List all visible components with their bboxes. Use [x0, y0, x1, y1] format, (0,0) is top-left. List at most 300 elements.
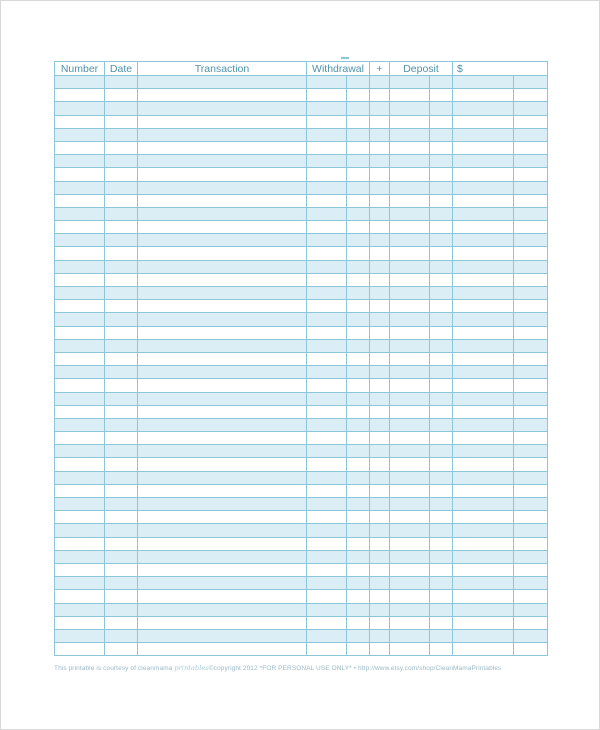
table-cell — [105, 221, 138, 234]
table-cell — [307, 155, 347, 168]
table-cell — [347, 643, 370, 656]
table-row — [55, 537, 548, 550]
table-cell — [55, 76, 105, 89]
table-cell — [390, 352, 430, 365]
header-mark — [341, 57, 349, 59]
table-cell — [307, 458, 347, 471]
table-cell — [307, 484, 347, 497]
table-cell — [105, 643, 138, 656]
table-cell — [370, 498, 390, 511]
footer-suffix: ©copyright 2012 *FOR PERSONAL USE ONLY* • http://www.etsy.com/shop/CleanMamaPrintables — [208, 665, 502, 672]
table-row — [55, 260, 548, 273]
table-cell — [370, 207, 390, 220]
table-row — [55, 590, 548, 603]
table-cell — [430, 141, 453, 154]
table-cell — [453, 616, 514, 629]
table-cell — [370, 366, 390, 379]
table-cell — [347, 405, 370, 418]
table-cell — [307, 445, 347, 458]
table-cell — [105, 537, 138, 550]
table-cell — [430, 616, 453, 629]
table-cell — [307, 577, 347, 590]
table-cell — [453, 524, 514, 537]
table-cell — [105, 616, 138, 629]
table-cell — [430, 128, 453, 141]
table-cell — [307, 366, 347, 379]
table-cell — [514, 76, 548, 89]
table-cell — [55, 287, 105, 300]
table-cell — [390, 590, 430, 603]
table-cell — [390, 563, 430, 576]
table-cell — [390, 247, 430, 260]
table-cell — [307, 511, 347, 524]
table-cell — [370, 577, 390, 590]
table-cell — [453, 563, 514, 576]
table-cell — [307, 234, 347, 247]
table-cell — [105, 128, 138, 141]
table-cell — [514, 392, 548, 405]
table-cell — [370, 418, 390, 431]
table-row — [55, 379, 548, 392]
table-cell — [55, 366, 105, 379]
table-cell — [105, 207, 138, 220]
table-cell — [307, 128, 347, 141]
table-row — [55, 76, 548, 89]
table-row — [55, 326, 548, 339]
table-cell — [370, 352, 390, 365]
table-cell — [390, 221, 430, 234]
table-cell — [390, 76, 430, 89]
table-cell — [347, 194, 370, 207]
table-cell — [55, 405, 105, 418]
table-cell — [347, 498, 370, 511]
table-cell — [307, 590, 347, 603]
table-cell — [105, 524, 138, 537]
table-cell — [390, 550, 430, 563]
table-cell — [370, 155, 390, 168]
table-row — [55, 155, 548, 168]
table-cell — [514, 102, 548, 115]
table-cell — [138, 141, 307, 154]
table-cell — [453, 247, 514, 260]
table-row — [55, 102, 548, 115]
table-cell — [307, 471, 347, 484]
table-cell — [390, 537, 430, 550]
table-cell — [105, 405, 138, 418]
table-cell — [390, 405, 430, 418]
table-cell — [105, 563, 138, 576]
table-cell — [55, 300, 105, 313]
table-cell — [453, 76, 514, 89]
table-cell — [453, 89, 514, 102]
table-cell — [514, 89, 548, 102]
table-cell — [453, 273, 514, 286]
table-cell — [55, 537, 105, 550]
table-cell — [514, 432, 548, 445]
table-cell — [347, 168, 370, 181]
table-cell — [105, 260, 138, 273]
table-cell — [105, 550, 138, 563]
table-cell — [307, 287, 347, 300]
table-cell — [55, 643, 105, 656]
table-cell — [453, 313, 514, 326]
table-row — [55, 287, 548, 300]
table-cell — [138, 498, 307, 511]
table-cell — [390, 629, 430, 642]
table-cell — [390, 339, 430, 352]
table-cell — [307, 168, 347, 181]
table-cell — [430, 326, 453, 339]
table-cell — [138, 102, 307, 115]
table-cell — [347, 247, 370, 260]
table-cell — [390, 458, 430, 471]
table-cell — [370, 300, 390, 313]
table-cell — [347, 458, 370, 471]
table-cell — [55, 524, 105, 537]
table-row — [55, 498, 548, 511]
table-cell — [514, 221, 548, 234]
table-cell — [514, 511, 548, 524]
table-cell — [138, 287, 307, 300]
table-cell — [347, 181, 370, 194]
table-cell — [390, 260, 430, 273]
table-cell — [138, 550, 307, 563]
table-cell — [514, 234, 548, 247]
table-cell — [55, 221, 105, 234]
header-plus: + — [370, 62, 390, 76]
table-cell — [453, 234, 514, 247]
table-cell — [347, 629, 370, 642]
table-cell — [307, 629, 347, 642]
table-cell — [453, 418, 514, 431]
table-cell — [55, 102, 105, 115]
table-cell — [390, 326, 430, 339]
table-row — [55, 234, 548, 247]
table-cell — [514, 616, 548, 629]
table-cell — [370, 181, 390, 194]
table-cell — [138, 603, 307, 616]
table-cell — [105, 115, 138, 128]
table-cell — [390, 313, 430, 326]
table-cell — [55, 392, 105, 405]
table-cell — [347, 313, 370, 326]
table-cell — [105, 366, 138, 379]
table-cell — [430, 247, 453, 260]
table-row — [55, 366, 548, 379]
table-cell — [453, 405, 514, 418]
table-cell — [430, 458, 453, 471]
table-cell — [347, 115, 370, 128]
table-cell — [347, 287, 370, 300]
table-cell — [347, 445, 370, 458]
table-cell — [138, 300, 307, 313]
table-cell — [514, 643, 548, 656]
table-cell — [307, 313, 347, 326]
table-cell — [453, 629, 514, 642]
table-cell — [138, 577, 307, 590]
table-cell — [370, 643, 390, 656]
table-cell — [347, 234, 370, 247]
table-cell — [347, 273, 370, 286]
table-cell — [430, 484, 453, 497]
table-cell — [138, 445, 307, 458]
table-cell — [55, 590, 105, 603]
table-row — [55, 352, 548, 365]
table-cell — [430, 498, 453, 511]
table-cell — [105, 194, 138, 207]
table-row — [55, 603, 548, 616]
table-cell — [514, 366, 548, 379]
table-cell — [138, 76, 307, 89]
table-cell — [138, 590, 307, 603]
table-cell — [514, 313, 548, 326]
table-cell — [55, 207, 105, 220]
table-cell — [514, 379, 548, 392]
table-cell — [430, 155, 453, 168]
table-cell — [55, 234, 105, 247]
table-cell — [138, 405, 307, 418]
table-cell — [307, 89, 347, 102]
table-cell — [138, 339, 307, 352]
table-cell — [55, 115, 105, 128]
table-cell — [105, 379, 138, 392]
table-row — [55, 445, 548, 458]
table-cell — [370, 102, 390, 115]
table-cell — [105, 352, 138, 365]
table-cell — [55, 616, 105, 629]
table-cell — [347, 511, 370, 524]
table-cell — [55, 445, 105, 458]
header-transaction: Transaction — [138, 62, 307, 76]
table-row — [55, 181, 548, 194]
table-cell — [390, 287, 430, 300]
table-cell — [430, 537, 453, 550]
table-cell — [430, 629, 453, 642]
table-cell — [105, 141, 138, 154]
table-cell — [514, 273, 548, 286]
table-cell — [514, 590, 548, 603]
table-cell — [138, 194, 307, 207]
table-cell — [514, 339, 548, 352]
table-cell — [55, 247, 105, 260]
table-cell — [370, 115, 390, 128]
table-cell — [453, 379, 514, 392]
table-cell — [307, 102, 347, 115]
table-cell — [390, 616, 430, 629]
table-cell — [105, 445, 138, 458]
table-cell — [307, 616, 347, 629]
table-row — [55, 313, 548, 326]
table-row — [55, 629, 548, 642]
table-cell — [453, 128, 514, 141]
table-cell — [138, 563, 307, 576]
table-cell — [307, 115, 347, 128]
table-cell — [138, 115, 307, 128]
table-cell — [430, 207, 453, 220]
table-cell — [105, 432, 138, 445]
table-cell — [430, 102, 453, 115]
table-cell — [347, 563, 370, 576]
table-cell — [138, 313, 307, 326]
table-cell — [390, 181, 430, 194]
table-cell — [430, 287, 453, 300]
table-cell — [347, 207, 370, 220]
footer-prefix: This printable is courtesy of cleanmama — [54, 665, 173, 672]
table-cell — [370, 313, 390, 326]
table-cell — [138, 379, 307, 392]
table-cell — [453, 603, 514, 616]
table-row — [55, 577, 548, 590]
table-cell — [514, 537, 548, 550]
table-cell — [514, 326, 548, 339]
table-cell — [138, 168, 307, 181]
table-cell — [347, 577, 370, 590]
table-cell — [430, 273, 453, 286]
table-cell — [138, 326, 307, 339]
table-cell — [514, 577, 548, 590]
table-cell — [370, 326, 390, 339]
table-cell — [430, 194, 453, 207]
table-cell — [453, 352, 514, 365]
table-cell — [307, 524, 347, 537]
table-cell — [55, 155, 105, 168]
table-cell — [430, 366, 453, 379]
header-number: Number — [55, 62, 105, 76]
header-withdrawal: Withdrawal — [307, 62, 370, 76]
table-cell — [138, 181, 307, 194]
table-row — [55, 458, 548, 471]
table-cell — [307, 141, 347, 154]
table-cell — [307, 563, 347, 576]
table-cell — [370, 524, 390, 537]
table-cell — [370, 76, 390, 89]
table-cell — [453, 537, 514, 550]
table-cell — [347, 418, 370, 431]
table-cell — [390, 366, 430, 379]
table-cell — [55, 458, 105, 471]
table-row — [55, 273, 548, 286]
table-row — [55, 471, 548, 484]
table-cell — [347, 141, 370, 154]
table-cell — [514, 484, 548, 497]
table-cell — [138, 273, 307, 286]
table-row — [55, 141, 548, 154]
table-cell — [390, 577, 430, 590]
table-cell — [105, 603, 138, 616]
table-cell — [55, 89, 105, 102]
table-cell — [105, 577, 138, 590]
table-row — [55, 418, 548, 431]
table-cell — [307, 418, 347, 431]
table-cell — [307, 300, 347, 313]
table-cell — [514, 141, 548, 154]
table-cell — [347, 379, 370, 392]
table-cell — [430, 352, 453, 365]
table-row — [55, 194, 548, 207]
table-cell — [307, 326, 347, 339]
table-cell — [390, 445, 430, 458]
table-cell — [453, 287, 514, 300]
table-cell — [514, 498, 548, 511]
table-cell — [390, 273, 430, 286]
table-cell — [138, 247, 307, 260]
table-cell — [390, 524, 430, 537]
table-cell — [105, 629, 138, 642]
table-cell — [138, 511, 307, 524]
table-row — [55, 168, 548, 181]
check-register-table — [54, 61, 548, 656]
table-cell — [307, 550, 347, 563]
table-cell — [55, 432, 105, 445]
table-cell — [55, 168, 105, 181]
table-row — [55, 128, 548, 141]
table-cell — [105, 234, 138, 247]
table-cell — [453, 577, 514, 590]
table-cell — [347, 392, 370, 405]
table-cell — [55, 379, 105, 392]
table-cell — [138, 616, 307, 629]
table-cell — [138, 392, 307, 405]
table-cell — [453, 432, 514, 445]
table-cell — [138, 484, 307, 497]
table-cell — [453, 643, 514, 656]
table-cell — [430, 643, 453, 656]
table-cell — [55, 577, 105, 590]
table-cell — [55, 260, 105, 273]
table-cell — [138, 432, 307, 445]
table-cell — [138, 155, 307, 168]
table-cell — [307, 339, 347, 352]
footer-script-logo: printables — [174, 664, 209, 672]
table-cell — [430, 418, 453, 431]
table-cell — [307, 273, 347, 286]
table-row — [55, 221, 548, 234]
table-cell — [390, 102, 430, 115]
table-cell — [55, 181, 105, 194]
table-cell — [430, 76, 453, 89]
table-cell — [390, 392, 430, 405]
table-cell — [55, 471, 105, 484]
table-cell — [55, 352, 105, 365]
table-cell — [390, 234, 430, 247]
table-cell — [138, 524, 307, 537]
table-cell — [430, 234, 453, 247]
table-cell — [307, 537, 347, 550]
table-cell — [370, 563, 390, 576]
table-cell — [453, 550, 514, 563]
table-cell — [55, 194, 105, 207]
table-row — [55, 524, 548, 537]
table-cell — [453, 326, 514, 339]
table-cell — [138, 458, 307, 471]
table-cell — [55, 550, 105, 563]
table-cell — [307, 207, 347, 220]
table-cell — [514, 418, 548, 431]
table-cell — [347, 300, 370, 313]
table-cell — [390, 603, 430, 616]
table-cell — [105, 168, 138, 181]
table-cell — [105, 287, 138, 300]
table-cell — [105, 511, 138, 524]
table-cell — [105, 484, 138, 497]
table-cell — [430, 577, 453, 590]
table-cell — [55, 498, 105, 511]
table-cell — [55, 563, 105, 576]
table-row — [55, 392, 548, 405]
table-cell — [370, 221, 390, 234]
table-cell — [430, 392, 453, 405]
table-cell — [347, 484, 370, 497]
